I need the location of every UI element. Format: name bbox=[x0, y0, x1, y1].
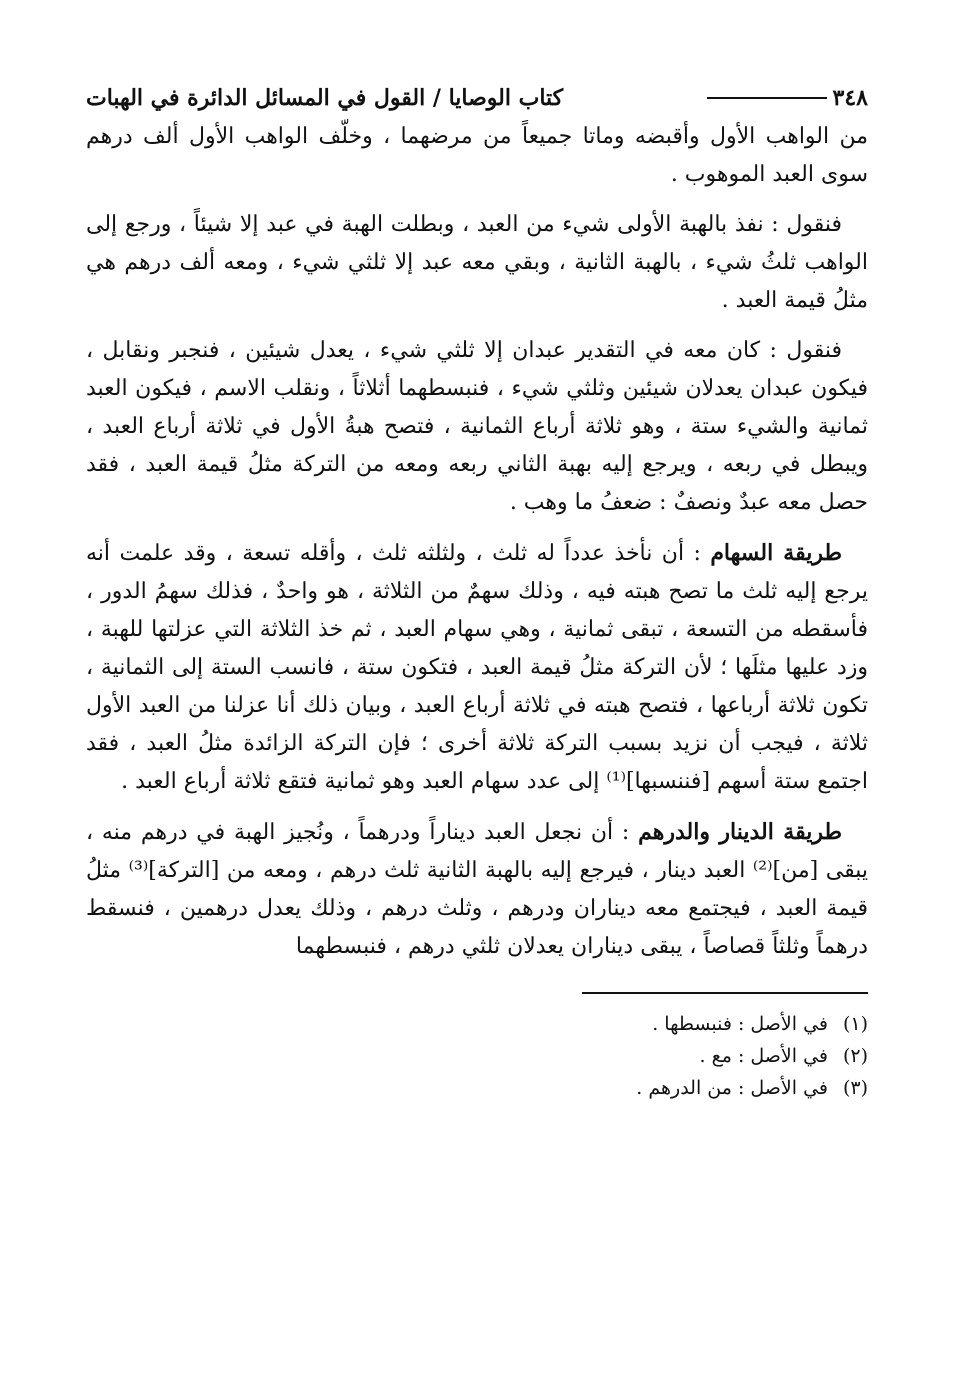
footnote-number: (٣) bbox=[842, 1077, 868, 1099]
paragraph-5-lead: طريقة الدينار والدرهم bbox=[638, 819, 842, 845]
footnote-text: في الأصل : فنبسطها . bbox=[652, 1013, 828, 1035]
paragraph-1-text: من الواهب الأول وأقبضه وماتا جميعاً من مرضهما ، وخلّف الواهب الأول ألف درهم سوى العبد الموهوب . bbox=[86, 124, 868, 187]
paragraph-5-text: : أن نجعل العبد ديناراً ودرهماً ، ونُجيز الهبة في درهم منه ، يبقى [من]⁽²⁾ العبد دينار ، فيرجع إليه بالهبة الثانية ثلث درهم ، ومعه من [التركة]⁽³⁾ مثلُ قيمة العبد ، فيجتمع معه ديناران ودرهم ، وثلث درهم ، وذلك يعدل درهمين ، فنسقط درهماً وثلثاً قصاصاً ، يبقى ديناران يعدلان ثلثي درهم ، فنبسطهما bbox=[86, 820, 869, 959]
header-title: كتاب الوصايا / القول في المسائل الدائرة في الهبات bbox=[86, 85, 564, 111]
footnotes bbox=[86, 1008, 868, 1104]
page-number: ٣٤٨ bbox=[832, 85, 868, 111]
footnote bbox=[86, 1008, 868, 1040]
paragraph-2 bbox=[86, 206, 868, 320]
page-number-area bbox=[707, 85, 868, 111]
paragraph-4-text: : أن نأخذ عدداً له ثلث ، ولثلثه ثلث ، وأقله تسعة ، وقد علمت أنه يرجع إليه ثلث ما تصح هبته فيه ، وذلك سهمٌ من الثلاثة ، هو واحدٌ ، فذلك سهمُ الدور ، فأسقطه من التسعة ، تبقى ثمانية ، وهي سهام العبد ، ثم خذ الثلاثة التي عزلتها للهبة ، وزد عليها مثلَها ؛ لأن التركة مثلُ قيمة العبد ، فتكون ستة ، فانسب الستة إلى الثمانية ، تكون ثلاثة أرباعها ، فتصح هبته في ثلاثة أرباع العبد ، وبيان ذلك أنا عزلنا من العبد الأول ثلاثة ، فيجب أن نزيد بسبب التركة ثلاثة أخرى ؛ فإن التركة الزائدة مثلُ العبد ، فقد اجتمع ستة أسهم [فننسبها]⁽¹⁾ إلى عدد سهام العبد وهو ثمانية فتقع ثلاثة أرباع العبد . bbox=[86, 541, 868, 794]
paragraph-4 bbox=[86, 534, 868, 801]
header-rule bbox=[707, 97, 827, 99]
paragraph-1 bbox=[86, 118, 868, 194]
footnote-text: في الأصل : من الدرهم . bbox=[636, 1077, 828, 1099]
footnote-number: (١) bbox=[842, 1013, 868, 1035]
paragraph-5 bbox=[86, 813, 868, 966]
footnote-text: في الأصل : مع . bbox=[699, 1045, 828, 1067]
footnote-number: (٢) bbox=[842, 1045, 868, 1067]
paragraph-3-text: فنقول : كان معه في التقدير عبدان إلا ثلثي شيء ، يعدل شيئين ، فنجبر ونقابل ، فيكون عبدان يعدلان شيئين وثلثي شيء ، فنبسطهما أثلاثاً ، ونقلب الاسم ، فيكون العبد ثمانية والشيء ستة ، وهو ثلاثة أرباع الثمانية ، فتصح هبةُ الأول في ثلاثة أرباع العبد ، ويبطل في ربعه ، ويرجع إليه بهبة الثاني ربعه ومعه من التركة مثلُ قيمة العبد ، فقد حصل معه عبدٌ ونصفٌ : ضعفُ ما وهب . bbox=[86, 338, 868, 515]
running-header bbox=[86, 78, 868, 118]
paragraph-3 bbox=[86, 332, 868, 522]
footnote bbox=[86, 1072, 868, 1104]
document-page bbox=[86, 78, 868, 1338]
footnote bbox=[86, 1040, 868, 1072]
paragraph-4-lead: طريقة السهام bbox=[710, 540, 842, 566]
paragraph-2-text: فنقول : نفذ بالهبة الأولى شيء من العبد ، وبطلت الهبة في عبد إلا شيئاً ، ورجع إلى الواهب ثلثُ شيء ، بالهبة الثانية ، وبقي معه عبد إلا ثلثي شيء ، ومعه ألف درهم هي مثلُ قيمة العبد . bbox=[86, 212, 868, 313]
footnote-separator bbox=[582, 992, 868, 994]
